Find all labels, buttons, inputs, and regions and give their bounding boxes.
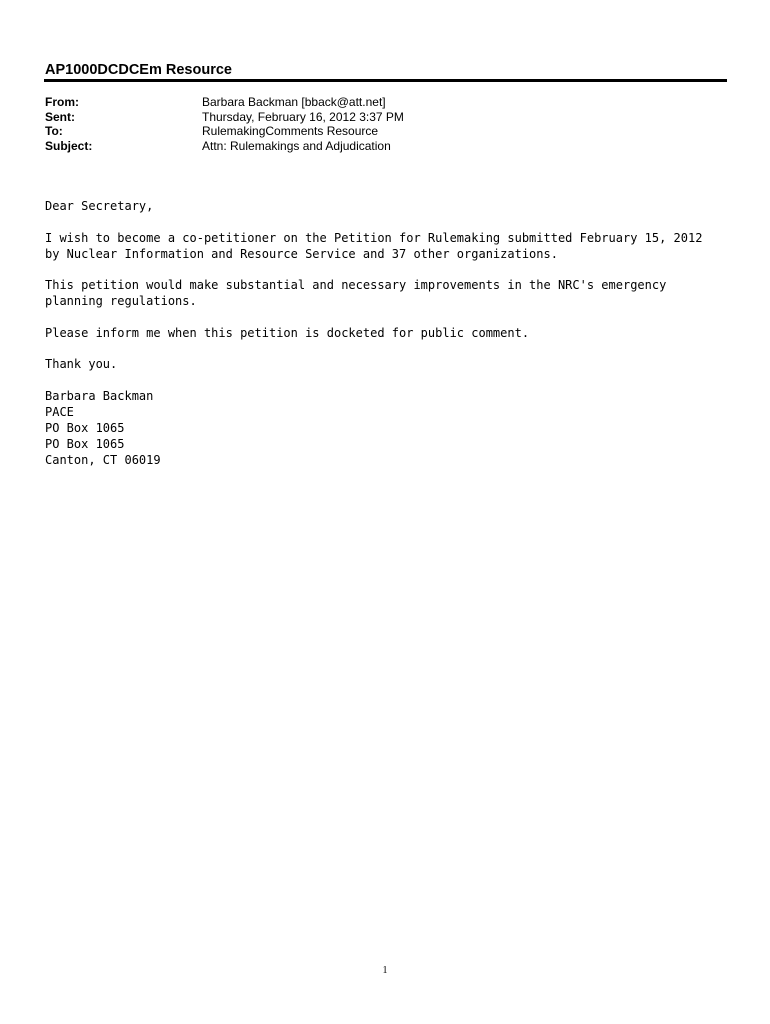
subject-value: Attn: Rulemakings and Adjudication bbox=[202, 138, 391, 153]
from-value: Barbara Backman [bback@att.net] bbox=[202, 95, 386, 109]
paragraph-request: Please inform me when this petition is docketed for public comment. bbox=[45, 325, 530, 340]
header-row-to bbox=[45, 124, 404, 139]
paragraph-line: I wish to become a co-petitioner on the Petition for Rulemaking submitted February 15, 2012 bbox=[45, 230, 703, 245]
paragraph-line: by Nuclear Information and Resource Service and 37 other organizations. bbox=[45, 246, 558, 261]
signature-address-line: PO Box 1065 bbox=[45, 420, 125, 435]
paragraph-line: This petition would make substantial and necessary improvements in the NRC's emergency bbox=[45, 278, 667, 292]
paragraph-improvements bbox=[45, 277, 745, 309]
sent-value: Thursday, February 16, 2012 3:37 PM bbox=[202, 109, 404, 124]
to-value: RulemakingComments Resource bbox=[202, 124, 379, 138]
subject-label: Subject: bbox=[45, 138, 93, 153]
signature-city-line: Canton, CT 06019 bbox=[45, 452, 161, 467]
signature-name: Barbara Backman bbox=[45, 388, 154, 403]
header-row-subject bbox=[45, 139, 404, 154]
paragraph-petition bbox=[45, 230, 745, 262]
greeting: Dear Secretary, bbox=[45, 199, 154, 213]
signature-organization: PACE bbox=[45, 404, 74, 419]
sent-label: Sent: bbox=[45, 109, 75, 124]
closing: Thank you. bbox=[45, 357, 118, 371]
email-subject-title: AP1000DCDCEm Resource bbox=[45, 62, 232, 78]
to-label: To: bbox=[45, 124, 63, 138]
email-header-block bbox=[45, 95, 404, 153]
email-body bbox=[45, 198, 745, 483]
header-row-sent bbox=[45, 110, 404, 125]
header-row-from bbox=[45, 95, 404, 110]
from-label: From: bbox=[45, 95, 79, 109]
paragraph-line: planning regulations. bbox=[45, 294, 197, 308]
title-divider bbox=[44, 79, 727, 82]
signature-address-line: PO Box 1065 bbox=[45, 436, 125, 451]
page-number: 1 bbox=[382, 965, 388, 976]
signature-block bbox=[45, 388, 745, 468]
